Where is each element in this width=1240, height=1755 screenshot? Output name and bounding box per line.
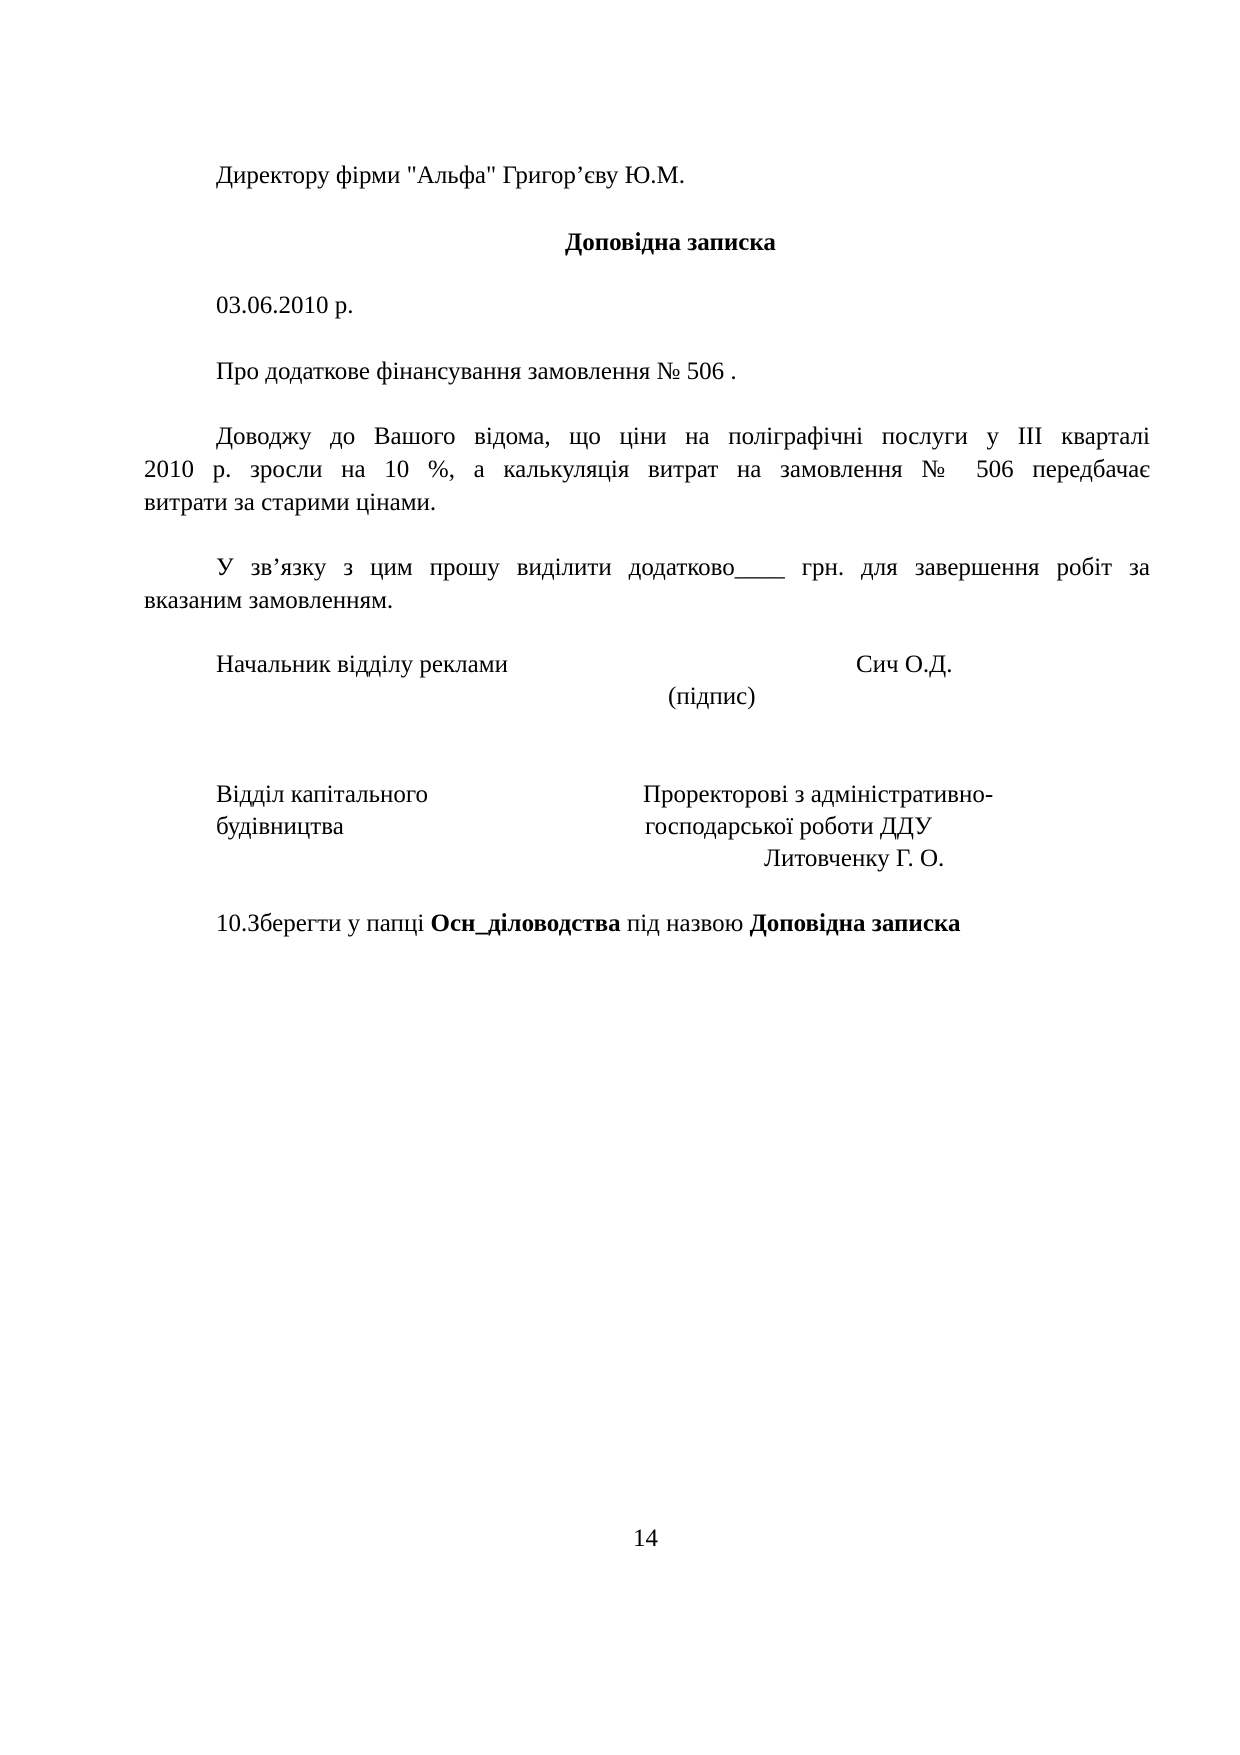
document-date: 03.06.2010 р. (216, 292, 354, 319)
instruction-line (216, 908, 960, 940)
signature-caption: (підпис) (668, 683, 756, 710)
routing-right-line-3: Литовченку Г. О. (764, 845, 945, 872)
signature-name: Сич О.Д. (856, 651, 953, 678)
body-paragraph-1-line-2: 2010 р. зросли на 10 %, а калькуляція витрат на замовлення № 506 передбачає (144, 456, 1150, 483)
instruction-middle: під назвою (620, 910, 750, 937)
body-paragraph-1-line-3: витрати за старими цінами. (144, 489, 437, 516)
body-paragraph-1-line-1: Доводжу до Вашого відома, що ціни на поліграфічні послуги у ІІІ кварталі (216, 423, 1150, 450)
body-paragraph-2-line-2: вказаним замовленням. (144, 587, 394, 614)
routing-left-line-1: Відділ капітального (216, 781, 429, 808)
routing-right-line-1: Проректорові з адміністративно- (643, 781, 994, 808)
body-paragraph-2-line-1: У зв’язку з цим прошу виділити додатково____ грн. для завершення робіт за (216, 554, 1150, 581)
instruction-folder: Осн_діловодства (430, 910, 621, 937)
page-number: 14 (633, 1525, 658, 1552)
body-paragraph-1 (144, 420, 1150, 519)
subject-line: Про додаткове фінансування замовлення № 506 . (216, 358, 737, 385)
signature-position: Начальник відділу реклами (216, 651, 508, 678)
document-title: Доповідна записка (565, 229, 776, 256)
addressee-line: Директору фірми "Альфа" Григор’єву Ю.М. (216, 162, 686, 189)
routing-right-line-2: господарської роботи ДДУ (645, 813, 932, 840)
body-paragraph-2 (144, 551, 1150, 617)
instruction-file-name: Доповідна записка (749, 910, 961, 937)
instruction-prefix: 10.Зберегти у папці (216, 910, 431, 937)
routing-left-line-2: будівництва (216, 813, 344, 840)
